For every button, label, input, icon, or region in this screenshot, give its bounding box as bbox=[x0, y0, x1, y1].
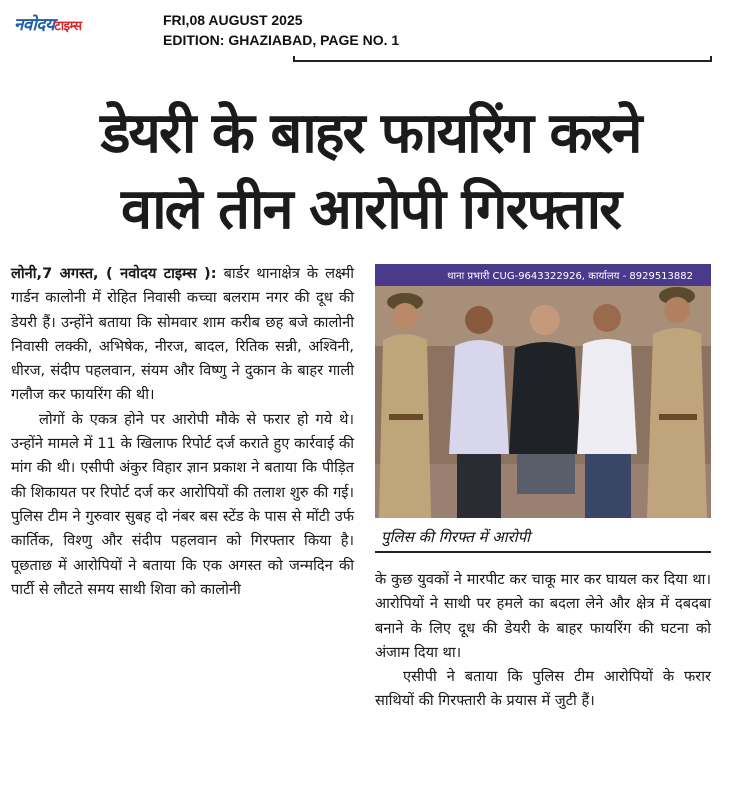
masthead-rule bbox=[293, 56, 712, 62]
masthead bbox=[0, 0, 741, 58]
edition-info bbox=[163, 10, 399, 50]
paragraph-1-text: बार्डर थानाक्षेत्र के लक्ष्मी गार्डन कालोनी में रोहित निवासी कच्चा बलराम नगर की दूध की डेयरी हैं। उन्होंने बताया कि सोमवार शाम करीब छह बजे कालोनी निवासी लक्की, अभिषेक, नीरज, बादल, रितिक सन्नी, अश्विनी, धीरज, संदीप पहलवान, संयम और विष्णु ने दुकान के बाहर गाली गलौज कर फायरिंग की थी। bbox=[11, 265, 355, 404]
logo-sub: टाइम्स bbox=[54, 19, 82, 34]
paragraph-2: लोगों के एकत्र होने पर आरोपी मौके से फरार हो गये थे। उन्होंने मामले में 11 के खिलाफ रिपोर्ट दर्ज कराते हुए कार्रवाई की मांग की थी। एसीपी अंकुर विहार ज्ञान प्रकाश ने बताया कि पीड़ित की शिकायत पर रिपोर्ट दर्ज कर आरोपियों की तलाश शुरु की गई। पुलिस टीम ने गुरुवार सुबह दो नंबर बस स्टेंड के पास से मोंटी उर्फ कार्तिक, विश्णु और संदीप पहलवान को गिरफ्तार किया है। पूछताछ में आरोपियों ने बताया कि एक अगस्त को जन्मदिन की पार्टी से लौटते समय साथी शिवा को कालोनी bbox=[11, 410, 354, 598]
headline-line-2: वाले तीन आरोपी गिरफ्तार bbox=[120, 177, 620, 242]
paragraph-4: एसीपी ने बताया कि पुलिस टीम आरोपियों के फरार साथियों की गिरफ्तारी के प्रयास में जुटी हैं। bbox=[375, 668, 711, 710]
article-column-right bbox=[375, 568, 711, 714]
photo-sign-text: थाना प्रभारी CUG-9643322926, कार्यालय - 8929513882 bbox=[447, 271, 693, 282]
paragraph-1 bbox=[11, 262, 354, 408]
newspaper-logo bbox=[14, 12, 82, 35]
headline-line-1: डेयरी के बाहर फायरिंग करने bbox=[100, 101, 641, 166]
story-dateline: लोनी,7 अगस्त, ( नवोदय टाइम्स ): bbox=[11, 265, 217, 282]
article-column-left bbox=[11, 262, 354, 602]
photo-caption: पुलिस की गिरफ्त में आरोपी bbox=[375, 523, 711, 553]
news-photo bbox=[375, 264, 711, 518]
paragraph-3: के कुछ युवकों ने मारपीट कर चाकू मार कर घायल कर दिया था। आरोपियों ने साथी पर हमले का बदला लेने और क्षेत्र में दबदबा बनाने के लिए दूध की डेयरी के बाहर फायरिंग की घटना को अंजाम दिया था। bbox=[375, 571, 711, 661]
logo-main: नवोदय bbox=[14, 15, 55, 35]
issue-date: FRI,08 AUGUST 2025 bbox=[163, 12, 303, 28]
headline bbox=[0, 96, 741, 248]
edition-page: EDITION: GHAZIABAD, PAGE NO. 1 bbox=[163, 32, 400, 48]
